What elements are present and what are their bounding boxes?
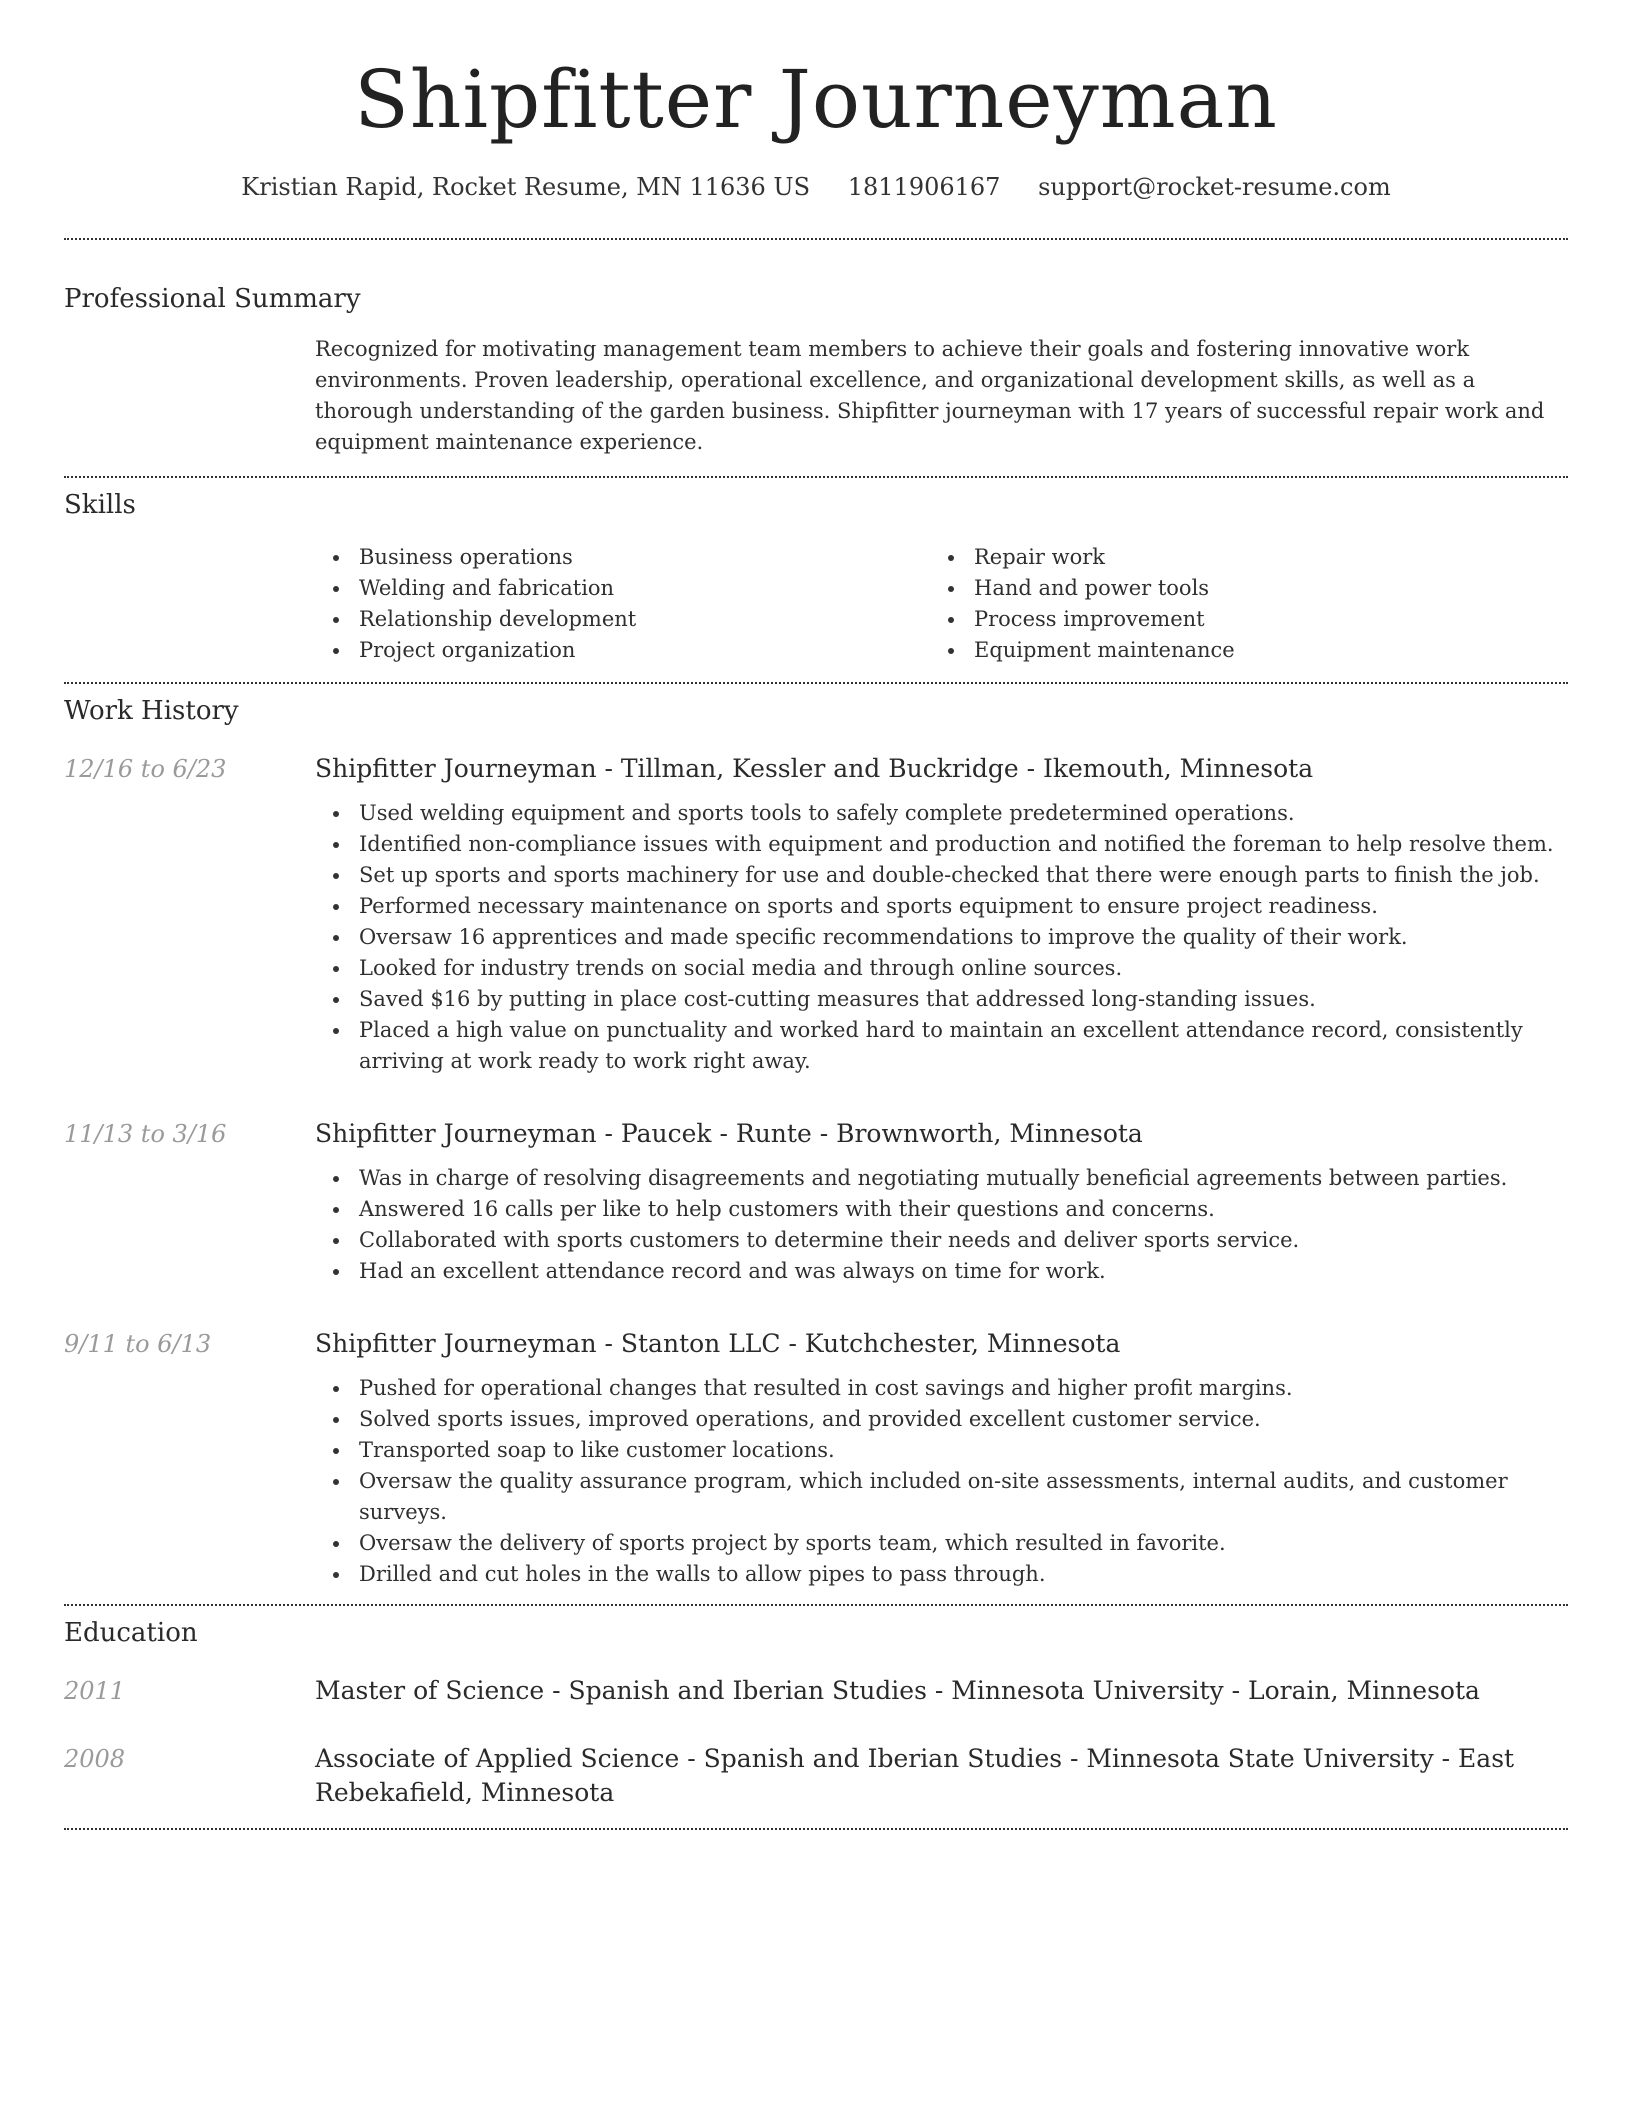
skill-item: Repair work <box>930 542 1545 573</box>
resume-page <box>64 0 1568 1830</box>
job-date: 12/16 to 6/23 <box>64 755 227 783</box>
contact-line <box>64 170 1568 204</box>
job-bullet: Saved $16 by putting in place cost-cutting measures that addressed long-standing issues. <box>315 984 1568 1015</box>
work-title: Work History <box>64 696 239 726</box>
skill-item: Equipment maintenance <box>930 635 1545 666</box>
job-bullets <box>315 798 1568 1077</box>
contact-email: support@rocket-resume.com <box>1038 173 1391 201</box>
job-bullet: Pushed for operational changes that resulted in cost savings and higher profit margins. <box>315 1373 1568 1404</box>
section-divider <box>64 1828 1568 1830</box>
education-entry <box>64 1674 1568 1708</box>
contact-phone: 1811906167 <box>847 173 1001 201</box>
summary-title: Professional Summary <box>64 284 361 314</box>
job-heading: Shipfitter Journeyman - Stanton LLC - Kutchchester, Minnesota <box>315 1329 1121 1358</box>
section-divider <box>64 476 1568 478</box>
job-bullet: Drilled and cut holes in the walls to allow pipes to pass through. <box>315 1559 1568 1590</box>
job-bullet: Oversaw 16 apprentices and made specific recommendations to improve the quality of their work. <box>315 922 1568 953</box>
job-bullet: Used welding equipment and sports tools to safely complete predetermined operations. <box>315 798 1568 829</box>
job-bullet: Placed a high value on punctuality and worked hard to maintain an excellent attendance record, consistently arriving at work ready to work right away. <box>315 1015 1568 1077</box>
section-divider <box>64 1604 1568 1606</box>
skills-column-right <box>930 542 1545 666</box>
job-bullet: Oversaw the delivery of sports project by sports team, which resulted in favorite. <box>315 1528 1568 1559</box>
job-heading: Shipfitter Journeyman - Tillman, Kessler and Buckridge - Ikemouth, Minnesota <box>315 754 1314 783</box>
job-date: 11/13 to 3/16 <box>64 1120 227 1148</box>
education-heading: Associate of Applied Science - Spanish and Iberian Studies - Minnesota State University - East Rebekafield, Minnesota <box>315 1744 1515 1807</box>
job-entry <box>64 1327 1568 1590</box>
job-heading: Shipfitter Journeyman - Paucek - Runte - Brownworth, Minnesota <box>315 1119 1143 1148</box>
job-entry <box>64 752 1568 1077</box>
skill-item: Hand and power tools <box>930 573 1545 604</box>
job-bullet: Set up sports and sports machinery for use and double-checked that there were enough parts to finish the job. <box>315 860 1568 891</box>
job-date: 9/11 to 6/13 <box>64 1330 212 1358</box>
skill-item: Process improvement <box>930 604 1545 635</box>
job-bullet: Answered 16 calls per like to help customers with their questions and concerns. <box>315 1194 1568 1225</box>
job-bullet: Collaborated with sports customers to determine their needs and deliver sports service. <box>315 1225 1568 1256</box>
job-bullet: Performed necessary maintenance on sports and sports equipment to ensure project readiness. <box>315 891 1568 922</box>
education-title: Education <box>64 1618 198 1648</box>
education-heading: Master of Science - Spanish and Iberian Studies - Minnesota University - Lorain, Minnesota <box>315 1676 1480 1705</box>
job-bullet: Was in charge of resolving disagreements and negotiating mutually beneficial agreements between parties. <box>315 1163 1568 1194</box>
section-divider <box>64 238 1568 240</box>
job-bullet: Oversaw the quality assurance program, which included on-site assessments, internal audits, and customer surveys. <box>315 1466 1568 1528</box>
job-bullets <box>315 1163 1568 1287</box>
education-entry <box>64 1742 1568 1810</box>
skill-item: Relationship development <box>315 604 930 635</box>
summary-text: Recognized for motivating management team members to achieve their goals and fostering innovative work environments. Proven leadership, operational excellence, and organizational development skills, as well as a thorough understanding of the garden business. Shipfitter journeyman with 17 years of successful repair work and equipment maintenance experience. <box>315 337 1545 454</box>
contact-address: Kristian Rapid, Rocket Resume, MN 11636 US <box>241 173 811 201</box>
job-bullets <box>315 1373 1568 1590</box>
skill-item: Project organization <box>315 635 930 666</box>
skills-title: Skills <box>64 490 136 520</box>
job-bullet: Had an excellent attendance record and was always on time for work. <box>315 1256 1568 1287</box>
skills-list <box>315 542 1568 666</box>
skill-item: Business operations <box>315 542 930 573</box>
education-date: 2008 <box>64 1745 126 1773</box>
resume-name: Shipfitter Journeyman <box>354 53 1278 146</box>
job-bullet: Identified non-compliance issues with equipment and production and notified the foreman to help resolve them. <box>315 829 1568 860</box>
job-bullet: Solved sports issues, improved operations, and provided excellent customer service. <box>315 1404 1568 1435</box>
section-divider <box>64 682 1568 684</box>
education-date: 2011 <box>64 1677 126 1705</box>
job-entry <box>64 1117 1568 1287</box>
job-bullet: Transported soap to like customer locations. <box>315 1435 1568 1466</box>
job-bullet: Looked for industry trends on social media and through online sources. <box>315 953 1568 984</box>
skills-column-left <box>315 542 930 666</box>
skill-item: Welding and fabrication <box>315 573 930 604</box>
